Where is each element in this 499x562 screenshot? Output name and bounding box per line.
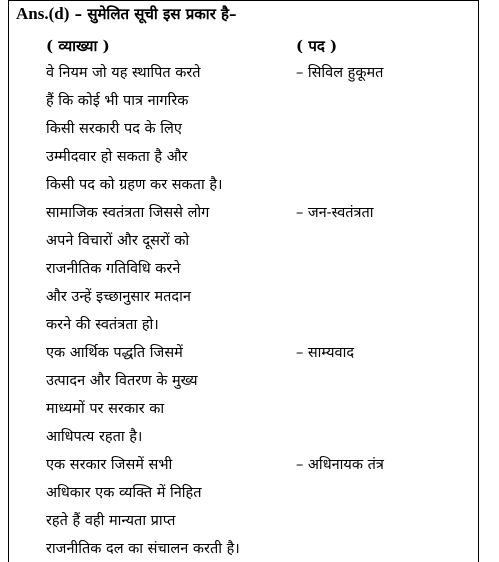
row-3-term: – साम्यवाद xyxy=(296,345,355,361)
row-1-term: – सिविल हुकूमत xyxy=(296,65,384,81)
answer-label: Ans.(d) xyxy=(16,4,70,23)
row-4-line-2: अधिकार एक व्यक्ति में निहित xyxy=(46,485,202,501)
row-3-line-1: एक आर्थिक पद्धति जिसमें xyxy=(46,345,183,361)
row-1-line-3: किसी सरकारी पद के लिए xyxy=(46,121,182,137)
answer-box xyxy=(8,0,479,562)
row-2-line-3: राजनीतिक गतिविधि करने xyxy=(46,261,181,277)
row-4-line-3: रहते हैं वही मान्यता प्राप्त xyxy=(46,513,176,529)
row-2-line-1: सामाजिक स्वतंत्रता जिससे लोग xyxy=(46,205,210,221)
row-4-term: – अधिनायक तंत्र xyxy=(296,457,384,473)
row-3-line-3: माध्यमों पर सरकार का xyxy=(46,401,165,417)
column-heading-explanation: ( व्याख्या ) xyxy=(46,37,110,55)
row-2-line-5: करने की स्वतंत्रता हो। xyxy=(46,317,159,333)
row-2-line-4: और उन्हें इच्छानुसार मतदान xyxy=(46,289,191,305)
row-1-line-1: वे नियम जो यह स्थापित करते xyxy=(46,65,201,81)
row-4-line-1: एक सरकार जिसमें सभी xyxy=(46,457,173,473)
row-3-line-2: उत्पादन और वितरण के मुख्य xyxy=(46,373,198,389)
row-1-line-4: उम्मीदवार हो सकता है और xyxy=(46,149,188,165)
answer-title: – सुमेलित सूची इस प्रकार है– xyxy=(69,5,237,23)
row-1-line-2: हैं कि कोई भी पात्र नागरिक xyxy=(46,93,189,109)
answer-header xyxy=(16,4,237,24)
row-3-line-4: आधिपत्य रहता है। xyxy=(46,429,143,445)
row-1-line-5: किसी पद को ग्रहण कर सकता है। xyxy=(46,177,223,193)
row-2-term: – जन-स्वतंत्रता xyxy=(296,205,374,221)
row-2-line-2: अपने विचारों और दूसरों को xyxy=(46,233,190,249)
row-4-line-4: राजनीतिक दल का संचालन करती है। xyxy=(46,541,240,557)
column-heading-term: ( पद ) xyxy=(296,37,338,55)
